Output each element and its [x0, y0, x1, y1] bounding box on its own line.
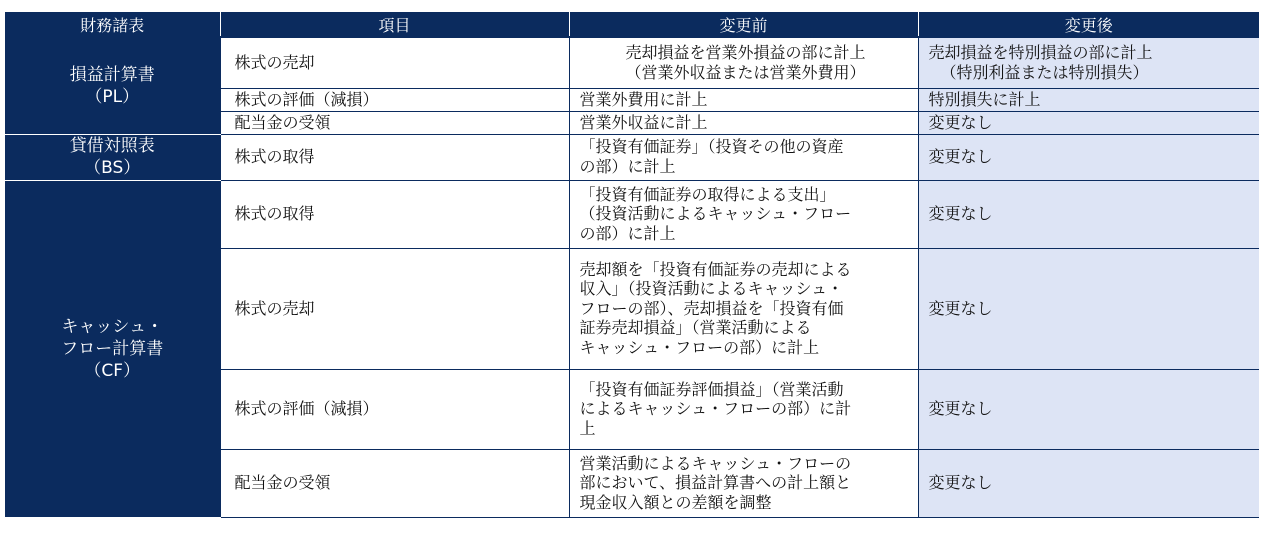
before-cell [569, 134, 918, 180]
after-line: 変更なし [928, 473, 993, 493]
header-before: 変更前 [569, 12, 918, 37]
before-line: 「投資有価証券評価損益」（営業活動 [579, 379, 844, 399]
item-cell: 株式の評価（減損） [220, 88, 569, 111]
after-cell [918, 248, 1259, 369]
before-line: （投資活動によるキャッシュ・フロー [579, 204, 852, 224]
after-line: 売却損益を特別損益の部に計上 [928, 43, 1153, 63]
before-cell [569, 88, 918, 111]
item-cell: 配当金の受領 [220, 449, 569, 517]
table-header-row [5, 12, 1259, 37]
before-line: キャッシュ・フローの部）に計上 [579, 337, 820, 357]
item-cell: 株式の評価（減損） [220, 369, 569, 449]
after-cell [918, 37, 1259, 88]
after-line: 変更なし [928, 298, 993, 318]
before-line: 収入」（投資活動によるキャッシュ・ [579, 279, 844, 299]
item-cell: 株式の取得 [220, 180, 569, 248]
before-cell [569, 369, 918, 449]
before-line: 証券売却損益」（営業活動による [579, 318, 812, 338]
group-label-line: （PL） [85, 86, 140, 107]
item-cell: 株式の取得 [220, 134, 569, 180]
item-cell: 株式の売却 [220, 37, 569, 88]
group-pl [5, 37, 220, 134]
before-line: の部）に計上 [579, 223, 676, 243]
before-line: 「投資有価証券」（投資その他の資産 [579, 137, 844, 157]
before-line: によるキャッシュ・フローの部）に計 [579, 399, 852, 419]
header-after: 変更後 [918, 12, 1259, 37]
after-cell [918, 88, 1259, 111]
accounting-changes-table-wrapper [5, 12, 1259, 518]
before-line: の部）に計上 [579, 157, 676, 176]
after-cell [918, 369, 1259, 449]
group-label-line: （CF） [84, 360, 141, 381]
table-row [5, 37, 1259, 88]
before-line: 「投資有価証券の取得による支出」 [579, 184, 836, 204]
before-line: 上 [579, 418, 596, 438]
before-cell [569, 449, 918, 517]
before-line: 売却額を「投資有価証券の売却による [579, 259, 852, 279]
after-cell [918, 180, 1259, 248]
after-line: 特別損失に計上 [928, 89, 1041, 109]
after-line: 変更なし [928, 112, 993, 132]
group-label-line: キャッシュ・ [61, 316, 164, 337]
before-line: 営業活動によるキャッシュ・フローの [579, 453, 852, 473]
accounting-changes-table [5, 12, 1259, 518]
before-line: 売却損益を営業外損益の部に計上 [625, 43, 866, 63]
header-item: 項目 [220, 12, 569, 37]
before-cell [569, 111, 918, 134]
before-line: （営業外収益または営業外費用） [625, 62, 866, 82]
before-cell [569, 180, 918, 248]
before-line: 現金収入額との差額を調整 [579, 492, 772, 512]
after-line: 変更なし [928, 399, 993, 419]
before-cell [569, 248, 918, 369]
before-line: 営業外収益に計上 [579, 112, 708, 132]
table-row [5, 134, 1259, 180]
item-cell: 配当金の受領 [220, 111, 569, 134]
group-label-line: 損益計算書 [69, 64, 155, 85]
before-line: 営業外費用に計上 [579, 89, 708, 109]
after-cell [918, 449, 1259, 517]
item-cell: 株式の売却 [220, 248, 569, 369]
before-cell [569, 37, 918, 88]
after-line: （特別利益または特別損失） [940, 62, 1149, 82]
before-line: 部において、損益計算書への計上額と [579, 473, 852, 493]
after-line: 変更なし [928, 204, 993, 224]
group-label-line: 貸借対照表 [69, 136, 155, 156]
group-label-line: （BS） [84, 158, 141, 178]
after-cell [918, 134, 1259, 180]
group-bs [5, 134, 220, 180]
after-cell [918, 111, 1259, 134]
group-label-line: フロー計算書 [61, 338, 164, 359]
table-row [5, 180, 1259, 248]
before-line: フローの部）、売却損益を「投資有価 [579, 298, 844, 318]
header-statement: 財務諸表 [5, 12, 220, 37]
after-line: 変更なし [928, 147, 993, 167]
group-cf [5, 180, 220, 517]
